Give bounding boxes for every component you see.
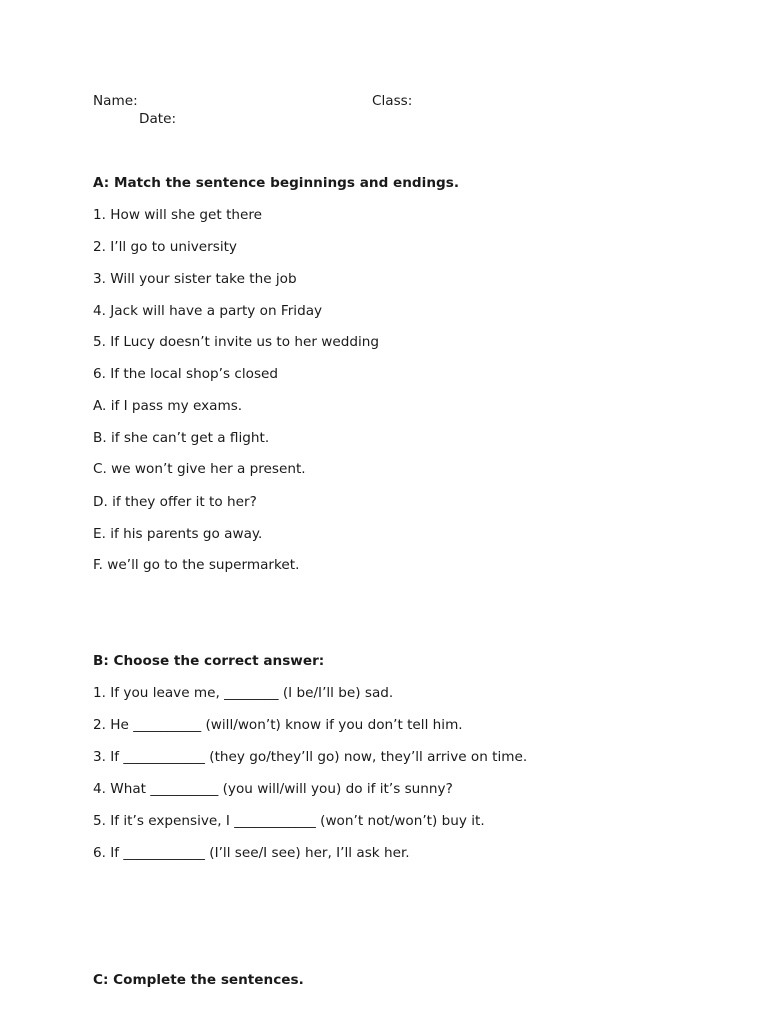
class-label: Class: (372, 93, 413, 109)
section-b-heading: B: Choose the correct answer: (93, 653, 325, 669)
list-item: 2. He __________ (will/won’t) know if you don’t tell him. (93, 717, 463, 733)
list-item: D. if they offer it to her? (93, 494, 257, 510)
name-label: Name: (93, 93, 138, 109)
list-item: E. if his parents go away. (93, 526, 263, 542)
list-item: 1. If you leave me, ________ (I be/I’ll be) sad. (93, 685, 394, 701)
list-item: A. if I pass my exams. (93, 398, 243, 414)
list-item: 6. If ____________ (I’ll see/I see) her, I’ll ask her. (93, 845, 410, 861)
list-item: B. if she can’t get a flight. (93, 430, 270, 446)
list-item: 5. If it’s expensive, I ____________ (won’t not/won’t) buy it. (93, 813, 485, 829)
list-item: C. we won’t give her a present. (93, 461, 306, 477)
list-item: 1. How will she get there (93, 207, 263, 223)
list-item: 5. If Lucy doesn’t invite us to her wedding (93, 334, 380, 350)
section-c-heading: C: Complete the sentences. (93, 972, 304, 988)
list-item: 4. What __________ (you will/will you) do if it’s sunny? (93, 781, 453, 797)
list-item: 3. If ____________ (they go/they’ll go) now, they’ll arrive on time. (93, 749, 528, 765)
list-item: 3. Will your sister take the job (93, 271, 297, 287)
date-label: Date: (139, 111, 177, 127)
list-item: 4. Jack will have a party on Friday (93, 303, 323, 319)
list-item: F. we’ll go to the supermarket. (93, 557, 300, 573)
list-item: 2. I’ll go to university (93, 239, 237, 255)
list-item: 6. If the local shop’s closed (93, 366, 279, 382)
section-a-heading: A: Match the sentence beginnings and endings. (93, 175, 459, 191)
